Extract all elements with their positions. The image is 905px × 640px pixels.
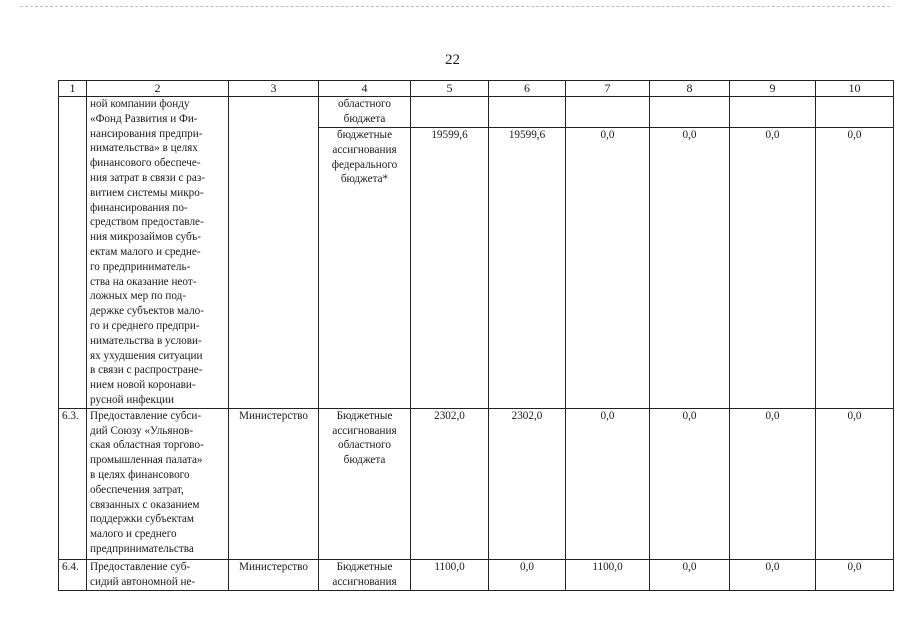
executor-cell: Министерство [229, 408, 319, 559]
value-cell: 0,0 [489, 559, 566, 590]
description-cell [87, 559, 229, 590]
value-cell: 0,0 [730, 128, 816, 409]
value-cell [411, 97, 489, 128]
header-row [59, 81, 894, 97]
description-line: Предоставление субси- [90, 409, 202, 422]
value-cell: 0,0 [730, 559, 816, 590]
executor-cell [229, 97, 319, 409]
value-cell: 19599,6 [411, 128, 489, 409]
row-id-cell [59, 97, 87, 409]
table-row [59, 97, 894, 128]
description-line: го и среднего предпри- [90, 319, 200, 332]
description-line: в связи с распростране- [90, 364, 203, 377]
column-header: 7 [566, 81, 650, 97]
value-cell [489, 97, 566, 128]
value-cell: 0,0 [816, 128, 894, 409]
description-line: дий Союзу «Ульянов- [90, 424, 194, 437]
description-line: связанных с оказанием [90, 498, 200, 511]
value-cell [816, 97, 894, 128]
description-line: русной инфекции [90, 393, 174, 406]
column-header: 1 [59, 81, 87, 97]
table-row [59, 559, 894, 590]
description-line: ной компании фонду [90, 98, 190, 110]
value-cell: 0,0 [650, 408, 730, 559]
page-number: 22 [445, 52, 460, 68]
value-cell: 0,0 [650, 559, 730, 590]
description-line: держке субъектов мало- [90, 305, 204, 318]
value-cell: 0,0 [566, 128, 650, 409]
value-cell [650, 97, 730, 128]
column-header: 8 [650, 81, 730, 97]
scan-edge-line [20, 6, 890, 7]
value-cell: 1100,0 [566, 559, 650, 590]
column-header: 9 [730, 81, 816, 97]
description-line: финансового обеспече- [90, 157, 201, 170]
funding-source-cell: Бюджетные ассигнования областного бюджета [319, 408, 411, 559]
description-line: ния затрат в связи с раз- [90, 171, 205, 184]
table-row [59, 408, 894, 559]
description-line: «Фонд Развития и Фи- [90, 112, 198, 125]
description-line: Предоставление суб- [90, 560, 191, 573]
description-line: предпринимательства [90, 542, 194, 555]
description-cell [87, 97, 229, 409]
row-id-cell: 6.4. [59, 559, 87, 590]
column-header: 4 [319, 81, 411, 97]
funding-source-cell: Бюджетные ассигнования [319, 559, 411, 590]
description-line: нансирования предпри- [90, 127, 203, 140]
column-header: 5 [411, 81, 489, 97]
value-cell: 1100,0 [411, 559, 489, 590]
description-line: нимательства в услови- [90, 334, 202, 347]
value-cell: 0,0 [566, 408, 650, 559]
description-line: малого и среднего [90, 528, 177, 541]
description-cell [87, 408, 229, 559]
description-line: промышленная палата» [90, 454, 203, 467]
description-line: нимательства» в целях [90, 142, 198, 155]
description-line: финансирования по- [90, 201, 188, 214]
value-cell [566, 97, 650, 128]
description-line: ская областная торгово- [90, 439, 204, 452]
row-id-cell: 6.3. [59, 408, 87, 559]
value-cell: 2302,0 [489, 408, 566, 559]
value-cell: 19599,6 [489, 128, 566, 409]
column-header: 10 [816, 81, 894, 97]
budget-table [58, 80, 894, 591]
value-cell: 0,0 [816, 559, 894, 590]
funding-source-cell: областного бюджета [319, 97, 411, 128]
column-header: 3 [229, 81, 319, 97]
value-cell: 2302,0 [411, 408, 489, 559]
column-header: 6 [489, 81, 566, 97]
funding-source-cell: бюджетные ассигнования федерального бюджета* [319, 128, 411, 409]
description-line: ния микрозаймов субъ- [90, 231, 201, 244]
value-cell: 0,0 [650, 128, 730, 409]
description-line: сидий автономной не- [90, 575, 196, 588]
description-line: ектам малого и средне- [90, 245, 201, 258]
value-cell: 0,0 [730, 408, 816, 559]
description-line: нием новой коронави- [90, 379, 196, 392]
description-line: витием системы микро- [90, 186, 204, 199]
description-line: средством предоставле- [90, 216, 204, 229]
column-header: 2 [87, 81, 229, 97]
description-line: го предприниматель- [90, 260, 191, 273]
description-line: ложных мер по под- [90, 290, 187, 303]
value-cell: 0,0 [816, 408, 894, 559]
description-line: ях ухудшения ситуации [90, 349, 203, 362]
description-line: поддержки субъектам [90, 513, 194, 526]
description-line: в целях финансового [90, 468, 190, 481]
value-cell [730, 97, 816, 128]
executor-cell: Министерство [229, 559, 319, 590]
description-line: обеспечения затрат, [90, 483, 184, 496]
description-line: ства на оказание неот- [90, 275, 197, 288]
